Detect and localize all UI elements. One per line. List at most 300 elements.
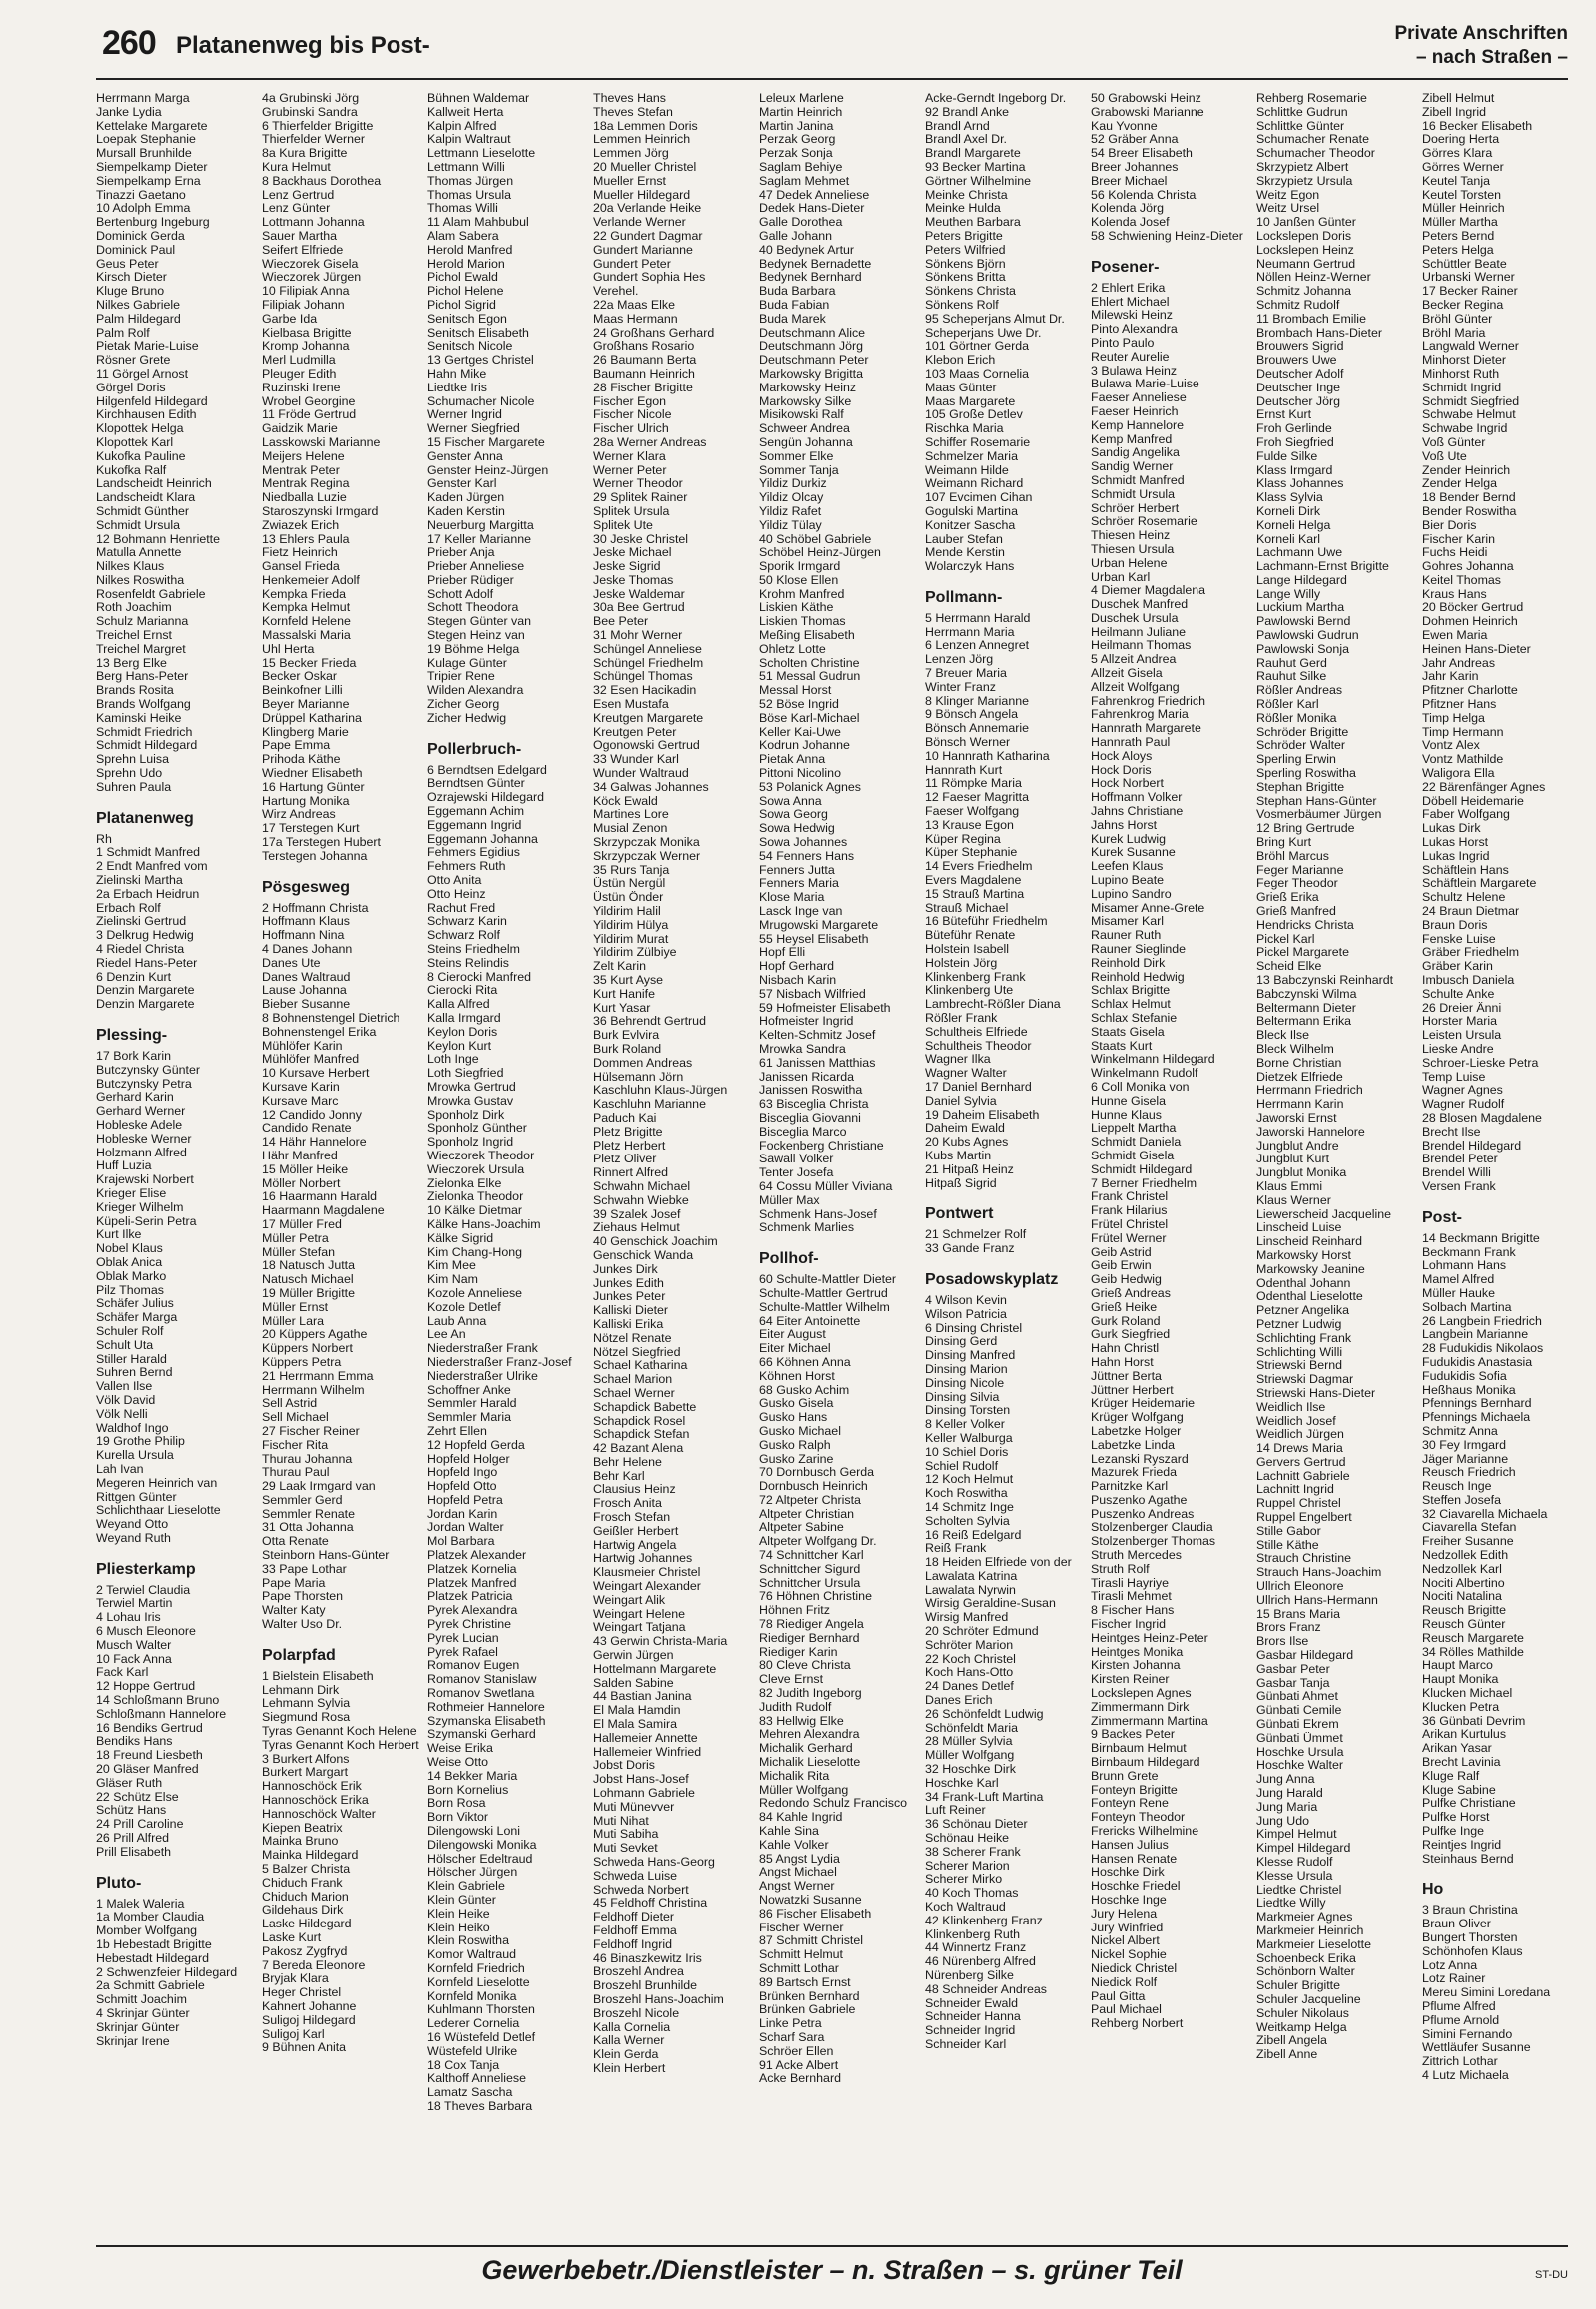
directory-entry: Müller Max	[759, 1193, 820, 1207]
directory-entry: Pfennings Michaela	[1422, 1411, 1531, 1425]
directory-entry: Klopottek Karl	[96, 435, 174, 449]
directory-entry: Loth Inge	[427, 1053, 479, 1067]
directory-entry: Weitz Ursel	[1256, 202, 1320, 216]
directory-entry: Junkes Edith	[593, 1276, 664, 1290]
directory-entry: Görres Werner	[1422, 160, 1504, 174]
directory-entry: 12 Faeser Magritta	[925, 791, 1029, 805]
directory-entry: Mamel Alfred	[1422, 1273, 1495, 1287]
directory-entry: 59 Hofmeister Elisabeth	[759, 1001, 891, 1015]
directory-entry: Markowsky Heinz	[759, 381, 857, 394]
directory-entry: Schlittke Gudrun	[1256, 105, 1348, 119]
directory-entry: Dilengowski Monika	[427, 1838, 537, 1852]
directory-entry: 40 Bedynek Artur	[759, 243, 855, 257]
directory-entry: Koch Roswitha	[925, 1487, 1008, 1501]
directory-entry: Weitkamp Helga	[1256, 2020, 1347, 2034]
directory-entry: Sönkens Rolf	[925, 298, 999, 312]
directory-entry: 46 Binaszkewitz Iris	[593, 1951, 702, 1965]
directory-entry: Kirsten Reiner	[1091, 1673, 1170, 1687]
directory-entry: Kornfeld Lieselotte	[427, 1975, 530, 1989]
directory-entry: Herrmann Maria	[925, 625, 1015, 639]
directory-entry: 17 Müller Fred	[262, 1217, 342, 1231]
directory-entry: 48 Schneider Andreas	[925, 1982, 1047, 1996]
directory-entry: Kemp Manfred	[1091, 432, 1173, 446]
directory-entry: 11 Fröde Gertrud	[262, 408, 357, 422]
directory-entry: Mursall Brunhilde	[96, 147, 192, 161]
directory-entry: Semmler Renate	[262, 1507, 355, 1521]
directory-entry: Wieczorek Gisela	[262, 257, 359, 271]
directory-entry: 4 Riedel Christa	[96, 943, 185, 957]
directory-entry: Weingart Alexander	[593, 1580, 701, 1594]
directory-entry: 93 Becker Martina	[925, 160, 1026, 174]
directory-entry: Fietz Heinrich	[262, 546, 338, 560]
directory-entry: Petzner Ludwig	[1256, 1317, 1342, 1331]
directory-entry: Schäftlein Margarete	[1422, 877, 1537, 891]
directory-entry: Schäfer Marga	[96, 1311, 178, 1325]
directory-entry: Thomas Ursula	[427, 188, 512, 202]
directory-entry: 14 Hähr Hannelore	[262, 1136, 367, 1150]
directory-entry: Brendel Peter	[1422, 1153, 1498, 1166]
directory-entry: Bier Doris	[1422, 518, 1477, 532]
directory-entry: 2 Hoffmann Christa	[262, 901, 369, 915]
directory-entry: Schiel Rudolf	[925, 1459, 999, 1473]
directory-entry: Michalik Rita	[759, 1769, 830, 1783]
directory-entry: 16 Hartung Günter	[262, 780, 365, 794]
directory-entry: 40 Koch Thomas	[925, 1887, 1019, 1901]
directory-entry: Reuter Aurelie	[1091, 350, 1170, 364]
directory-entry: Doering Herta	[1422, 133, 1500, 147]
directory-entry: Garbe Ida	[262, 312, 318, 326]
directory-entry: Lotz Anna	[1422, 1958, 1478, 1972]
directory-entry: 74 Schnittcher Karl	[759, 1549, 864, 1563]
directory-entry: Kaschluhn Marianne	[593, 1098, 706, 1112]
directory-entry: Otta Renate	[262, 1535, 329, 1549]
directory-entry: Zicher Georg	[427, 698, 500, 712]
directory-entry: Linscheid Luise	[1256, 1221, 1342, 1235]
directory-entry: Peters Helga	[1422, 243, 1494, 257]
directory-entry: Dommen Andreas	[593, 1056, 693, 1070]
directory-entry: Kurt Yasar	[593, 1001, 651, 1015]
directory-entry: Messal Horst	[759, 684, 832, 698]
directory-entry: Niedick Rolf	[1091, 1975, 1158, 1989]
directory-entry: Schlax Helmut	[1091, 998, 1171, 1012]
directory-entry: Ehlert Michael	[1091, 295, 1170, 309]
directory-entry: 54 Breer Elisabeth	[1091, 147, 1193, 161]
directory-entry: Keller Kai-Uwe	[759, 725, 841, 739]
directory-entry: Heßhaus Monika	[1422, 1383, 1516, 1397]
directory-entry: Pawlowski Gudrun	[1256, 629, 1359, 643]
directory-entry: Sengün Johanna	[759, 435, 853, 449]
directory-entry: Klopottek Helga	[96, 422, 184, 436]
directory-entry: Reiß Frank	[925, 1542, 987, 1556]
directory-entry: 4a Grubinski Jörg	[262, 92, 360, 105]
directory-entry: Fehmers Ruth	[427, 860, 506, 874]
directory-entry: Rößler Andreas	[1256, 684, 1343, 698]
directory-entry: 20 Gläser Manfred	[96, 1763, 199, 1777]
directory-entry: Zender Heinrich	[1422, 463, 1511, 477]
directory-entry: Kaminski Heike	[96, 711, 182, 725]
directory-entry: 4 Diemer Magdalena	[1091, 584, 1206, 598]
directory-entry: Klein Gabriele	[427, 1880, 505, 1894]
section-label	[1394, 22, 1568, 70]
directory-entry: Werner Ingrid	[427, 408, 502, 422]
directory-entry: Heilmann Thomas	[1091, 639, 1192, 653]
directory-entry: 56 Kolenda Christa	[1091, 188, 1197, 202]
directory-entry: 51 Messal Gudrun	[759, 670, 861, 684]
directory-entry: Michalik Lieselotte	[759, 1756, 861, 1770]
directory-entry: 68 Gusko Achim	[759, 1383, 850, 1397]
directory-entry: Grieß Andreas	[1091, 1286, 1171, 1300]
directory-entry: Hunne Gisela	[1091, 1094, 1167, 1108]
directory-entry: Wagner Ilka	[925, 1053, 991, 1067]
directory-entry: Sowa Hedwig	[759, 822, 835, 836]
directory-entry: 20 Böcker Gertrud	[1422, 601, 1524, 615]
directory-entry: Ullrich Eleonore	[1256, 1580, 1344, 1594]
directory-entry: Minhorst Ruth	[1422, 367, 1500, 381]
directory-entry: Müller Lara	[262, 1314, 324, 1328]
directory-entry: Brouwers Uwe	[1256, 354, 1337, 368]
directory-entry: Lange Willy	[1256, 587, 1321, 601]
directory-entry: Kreutgen Margarete	[593, 711, 704, 725]
directory-entry: Langbein Marianne	[1422, 1328, 1529, 1342]
directory-entry: Fahrenkrog Friedrich	[1091, 694, 1206, 708]
directory-entry: 20 Schröter Edmund	[925, 1625, 1039, 1639]
directory-entry: Meßing Elisabeth	[759, 629, 855, 643]
directory-entry: Rauner Ruth	[1091, 929, 1162, 943]
directory-entry: 6 Coll Monika von	[1091, 1080, 1190, 1094]
directory-entry: Solbach Martina	[1422, 1300, 1512, 1314]
directory-entry: Schmitz Anna	[1422, 1424, 1498, 1438]
directory-entry: Keutel Tanja	[1422, 174, 1490, 188]
directory-entry: Arikan Kurtulus	[1422, 1728, 1507, 1742]
directory-entry: 12 Hopfeld Gerda	[427, 1438, 525, 1452]
directory-entry: Szymanska Elisabeth	[427, 1714, 546, 1728]
directory-entry: Kluge Ralf	[1422, 1769, 1480, 1783]
directory-entry: Erbach Rolf	[96, 901, 161, 915]
directory-entry: Skrzypczak Monika	[593, 836, 700, 850]
directory-entry: Mereu Simini Loredana	[1422, 1986, 1551, 2000]
directory-entry: Lemmen Heinrich	[593, 133, 691, 147]
directory-entry: Sprehn Luisa	[96, 753, 170, 767]
directory-entry: Bedynek Bernadette	[759, 257, 872, 271]
directory-entry: Zibell Anne	[1256, 2048, 1318, 2062]
directory-entry: Beinkofner Lilli	[262, 684, 343, 698]
directory-entry: 20 Mueller Christel	[593, 160, 697, 174]
directory-entry: Bieber Susanne	[262, 998, 351, 1012]
directory-entry: Hölscher Edeltraud	[427, 1852, 533, 1866]
directory-entry: Arikan Yasar	[1422, 1742, 1492, 1756]
directory-entry: Niedballa Luzie	[262, 491, 347, 505]
directory-entry: Zielinski Gertrud	[96, 915, 187, 929]
directory-entry: Hock Doris	[1091, 763, 1152, 777]
directory-entry: Galle Dorothea	[759, 216, 843, 230]
directory-entry: Faeser Wolfgang	[925, 805, 1020, 819]
directory-entry: 22 Bärenfänger Agnes	[1422, 780, 1546, 794]
directory-entry: Babczynski Wilma	[1256, 987, 1357, 1001]
directory-column	[96, 92, 254, 2239]
directory-entry: Klass Irmgard	[1256, 463, 1333, 477]
directory-entry: Zielinski Martha	[96, 874, 183, 888]
directory-entry: Wagner Walter	[925, 1067, 1007, 1081]
directory-entry: 33 Gande Franz	[925, 1242, 1015, 1256]
street-heading: Post-	[1422, 1208, 1462, 1226]
directory-entry: Sönkens Björn	[925, 257, 1006, 271]
directory-entry: Pulfke Inge	[1422, 1825, 1484, 1839]
directory-entry: Breer Johannes	[1091, 160, 1179, 174]
directory-entry: Scherer Mirko	[925, 1873, 1003, 1887]
directory-entry: Pyrek Christine	[427, 1618, 512, 1632]
directory-entry: Romanov Swetlana	[427, 1687, 535, 1701]
directory-entry: Eggemann Ingrid	[427, 818, 522, 832]
directory-entry: Becker Regina	[1422, 298, 1504, 312]
directory-entry: Schmelzer Maria	[925, 449, 1018, 463]
directory-entry: Lukas Horst	[1422, 836, 1489, 850]
directory-entry: 70 Dornbusch Gerda	[759, 1466, 875, 1480]
directory-entry: Schultheis Elfriede	[925, 1025, 1028, 1039]
directory-entry: 12 Hoppe Gertrud	[96, 1680, 196, 1694]
directory-entry: 87 Schmitt Christel	[759, 1934, 863, 1948]
directory-entry: Brecht Lavinia	[1422, 1756, 1501, 1770]
directory-entry: Urban Helene	[1091, 556, 1168, 570]
directory-entry: Pichol Sigrid	[427, 298, 496, 312]
directory-entry: Hopf Gerhard	[759, 960, 835, 974]
directory-entry: Schael Katharina	[593, 1359, 688, 1373]
directory-entry: Mol Barbara	[427, 1535, 495, 1549]
directory-entry: Galle Johann	[759, 229, 833, 243]
directory-entry: Klein Heike	[427, 1907, 490, 1921]
directory-entry: 8 Klinger Marianne	[925, 694, 1030, 708]
directory-entry: Altpeter Sabine	[759, 1521, 844, 1535]
directory-entry: Saglam Mehmet	[759, 174, 850, 188]
directory-entry: Dominick Paul	[96, 243, 176, 257]
directory-entry: 18 Natusch Jutta	[262, 1259, 355, 1273]
directory-entry: 26 Prill Alfred	[96, 1832, 170, 1846]
directory-entry: Thurau Johanna	[262, 1452, 353, 1466]
directory-entry: Gusko Hans	[759, 1411, 828, 1425]
directory-entry: Lockslepen Heinz	[1256, 243, 1354, 257]
directory-entry: Bertenburg Ingeburg	[96, 216, 210, 230]
directory-entry: Schulte-Mattler Gertrud	[759, 1286, 888, 1300]
directory-entry: Otto Heinz	[427, 887, 486, 901]
directory-entry: Nilkes Klaus	[96, 560, 165, 574]
directory-entry: 4 Lohau Iris	[96, 1611, 161, 1625]
directory-entry: Dinsing Manfred	[925, 1349, 1016, 1363]
directory-entry: Reinhold Dirk	[1091, 956, 1166, 970]
directory-entry: Schmitt Helmut	[759, 1948, 843, 1962]
directory-entry: Herrmann Wilhelm	[262, 1383, 365, 1397]
directory-entry: 13 Krause Egon	[925, 818, 1014, 832]
directory-entry: Daheim Ewald	[925, 1122, 1005, 1136]
directory-entry: Meinke Hulda	[925, 202, 1001, 216]
directory-entry: Behr Karl	[593, 1469, 645, 1483]
directory-entry: Oblak Anica	[96, 1255, 163, 1269]
directory-entry: Schult Uta	[96, 1338, 154, 1352]
directory-entry: Werner Theodor	[593, 477, 683, 491]
directory-entry: Momber Wolfgang	[96, 1924, 198, 1938]
directory-entry: Misamer Anne-Grete	[1091, 901, 1205, 915]
directory-entry: Hoschke Ursula	[1256, 1745, 1344, 1759]
directory-entry: Markmeier Heinrich	[1256, 1924, 1364, 1937]
directory-entry: Henkemeier Adolf	[262, 573, 360, 587]
directory-entry: Hunne Klaus	[1091, 1108, 1162, 1122]
directory-entry: Birnbaum Hildegard	[1091, 1756, 1200, 1770]
directory-entry: Brandl Margarete	[925, 147, 1021, 161]
directory-entry: Fudukidis Anastasia	[1422, 1355, 1533, 1369]
directory-entry: 13 Gertges Christel	[427, 354, 534, 368]
directory-entry: Weingart Helene	[593, 1607, 686, 1621]
directory-entry: Uhl Herta	[262, 642, 315, 656]
directory-entry: Jung Maria	[1256, 1800, 1318, 1814]
directory-entry: Theves Stefan	[593, 105, 673, 119]
directory-entry: Rittgen Günter	[96, 1490, 177, 1504]
directory-entry: Kahle Sina	[759, 1825, 819, 1839]
directory-entry: 21 Schmelzer Rolf	[925, 1228, 1027, 1242]
directory-entry: Skrzypietz Albert	[1256, 160, 1349, 174]
directory-entry: Martin Heinrich	[759, 105, 843, 119]
directory-entry: Suhren Bernd	[96, 1366, 173, 1380]
directory-entry: Wolarczyk Hans	[925, 560, 1015, 574]
directory-entry: Redondo Schulz Francisco	[759, 1797, 908, 1811]
directory-entry: Luft Reiner	[925, 1804, 986, 1818]
directory-entry: Ogonowski Gertrud	[593, 739, 700, 753]
directory-entry: Siegmund Rosa	[262, 1711, 351, 1725]
directory-entry: Weyand Ruth	[96, 1531, 171, 1545]
directory-entry: Krüger Heidemarie	[1091, 1397, 1195, 1411]
directory-entry: Dilengowski Loni	[427, 1825, 520, 1839]
directory-entry: Pletz Brigitte	[593, 1125, 663, 1139]
directory-entry: Keutel Torsten	[1422, 188, 1501, 202]
directory-entry: Nedzollek Karl	[1422, 1562, 1502, 1576]
directory-entry: Pyrek Lucian	[427, 1631, 499, 1645]
directory-entry: Hoschke Karl	[925, 1776, 999, 1790]
directory-entry: Lachmann Uwe	[1256, 546, 1343, 560]
directory-entry: Mehren Alexandra	[759, 1728, 860, 1742]
directory-entry: Heger Christel	[262, 1986, 342, 2000]
directory-entry: Weitz Egon	[1256, 188, 1320, 202]
directory-entry: Burk Roland	[593, 1042, 662, 1056]
directory-entry: Geib Hedwig	[1091, 1273, 1162, 1287]
directory-entry: Nociti Natalina	[1422, 1590, 1502, 1604]
directory-entry: Cierocki Rita	[427, 984, 498, 998]
directory-entry: 28 Fischer Brigitte	[593, 381, 693, 394]
directory-entry: Heintges Heinz-Peter	[1091, 1631, 1208, 1645]
directory-entry: Baumann Heinrich	[593, 367, 695, 381]
directory-entry: Kim Mee	[427, 1259, 476, 1273]
directory-entry: Schröter Marion	[925, 1638, 1014, 1652]
directory-entry: Frank Christel	[1091, 1190, 1169, 1204]
directory-entry: Krajewski Norbert	[96, 1173, 194, 1187]
directory-entry: 14 Schloßmann Bruno	[96, 1694, 220, 1708]
directory-entry: Jung Udo	[1256, 1814, 1310, 1828]
directory-entry: Liedtke Willy	[1256, 1897, 1326, 1911]
directory-entry: 14 Drews Maria	[1256, 1442, 1343, 1456]
directory-entry: Hansen Julius	[1091, 1838, 1169, 1852]
directory-entry: Candido Renate	[262, 1122, 352, 1136]
directory-entry: Jahns Horst	[1091, 818, 1158, 832]
directory-entry: Wirsig Manfred	[925, 1611, 1009, 1625]
directory-entry: Paul Michael	[1091, 2003, 1162, 2017]
directory-entry: Pletz Oliver	[593, 1153, 657, 1166]
directory-entry: Gläser Ruth	[96, 1776, 163, 1790]
directory-entry: Hopfeld Holger	[427, 1452, 510, 1466]
directory-entry: Duschek Manfred	[1091, 598, 1189, 612]
directory-entry: Fenners Maria	[759, 877, 839, 891]
directory-entry: Kukofka Ralf	[96, 463, 167, 477]
directory-entry: Wieczorek Theodor	[427, 1149, 535, 1162]
directory-entry: Judith Rudolf	[759, 1700, 832, 1714]
directory-entry: 21 Hitpaß Heinz	[925, 1162, 1014, 1176]
directory-entry: 14 Beckmann Brigitte	[1422, 1231, 1540, 1245]
directory-entry: Kalpin Waltraut	[427, 133, 511, 147]
directory-entry: Janissen Roswitha	[759, 1084, 863, 1098]
directory-entry: Lauber Stefan	[925, 532, 1003, 546]
directory-entry: Gildehaus Dirk	[262, 1904, 344, 1918]
directory-entry: Lotz Rainer	[1422, 1972, 1486, 1986]
directory-entry: Sandig Angelika	[1091, 446, 1180, 460]
directory-entry: Schulte Anke	[1422, 987, 1495, 1001]
directory-entry: Dohmen Heinrich	[1422, 615, 1518, 629]
directory-entry: Jordan Walter	[427, 1521, 504, 1535]
directory-entry: Holzmann Alfred	[96, 1146, 187, 1159]
directory-entry: Klein Gerda	[593, 2048, 659, 2062]
directory-entry: Stiller Harald	[96, 1352, 167, 1366]
directory-entry: Feldhoff Dieter	[593, 1911, 675, 1924]
directory-entry: 18 Theves Barbara	[427, 2099, 533, 2113]
directory-entry: Altpeter Wolfgang Dr.	[759, 1535, 877, 1549]
directory-entry: 19 Böhme Helga	[427, 642, 520, 656]
directory-entry: Riedel Hans-Peter	[96, 956, 198, 970]
directory-entry: Jordan Karin	[427, 1507, 498, 1521]
section-label-line2: – nach Straßen –	[1415, 47, 1568, 68]
directory-entry: Ewen Maria	[1422, 629, 1488, 643]
directory-entry: Schüngel Thomas	[593, 670, 693, 684]
directory-entry: Broszehl Hans-Joachim	[593, 1992, 724, 2006]
directory-entry: Gundert Marianne	[593, 243, 693, 257]
directory-entry: Pickel Margarete	[1256, 946, 1349, 960]
directory-entry: Schlichting Frank	[1256, 1331, 1352, 1345]
directory-entry: Lezanski Ryszard	[1091, 1452, 1189, 1466]
directory-entry: 10 Kursave Herbert	[262, 1067, 370, 1081]
directory-entry: Küper Stephanie	[925, 846, 1018, 860]
directory-entry: Kurella Ursula	[96, 1449, 174, 1463]
directory-entry: Weimann Hilde	[925, 463, 1009, 477]
directory-entry: Steins Friedhelm	[427, 943, 520, 957]
directory-entry: Böse Karl-Michael	[759, 711, 860, 725]
directory-entry: Walter Katy	[262, 1604, 326, 1618]
directory-entry: Jahr Andreas	[1422, 656, 1496, 670]
directory-entry: Weise Otto	[427, 1756, 489, 1770]
directory-entry: Waldhof Ingo	[96, 1421, 169, 1435]
directory-entry: Fack Karl	[96, 1666, 149, 1680]
directory-entry: Grubinski Sandra	[262, 105, 358, 119]
directory-entry: Splitek Ursula	[593, 504, 670, 518]
directory-entry: Pyrek Alexandra	[427, 1604, 518, 1618]
directory-entry: 36 Schönau Dieter	[925, 1818, 1028, 1832]
directory-entry: Wagner Rudolf	[1422, 1098, 1505, 1112]
directory-entry: Senitsch Egon	[427, 312, 507, 326]
directory-entry: Fischer Karin	[1422, 532, 1495, 546]
directory-entry: Klausmeier Christel	[593, 1566, 701, 1580]
directory-entry: Nötzel Siegfried	[593, 1345, 681, 1359]
directory-entry: Bohnenstengel Erika	[262, 1025, 377, 1039]
directory-entry: Romanov Eugen	[427, 1659, 520, 1673]
directory-entry: Fudukidis Sofia	[1422, 1369, 1507, 1383]
directory-entry: Brecht Ilse	[1422, 1125, 1481, 1139]
directory-entry: Markmeier Lieselotte	[1256, 1937, 1372, 1951]
directory-entry: Nickel Albert	[1091, 1934, 1160, 1948]
directory-entry: Jüttner Berta	[1091, 1369, 1162, 1383]
directory-entry: Herrmann Karin	[1256, 1098, 1344, 1112]
directory-entry: Feldhoff Emma	[593, 1924, 677, 1937]
